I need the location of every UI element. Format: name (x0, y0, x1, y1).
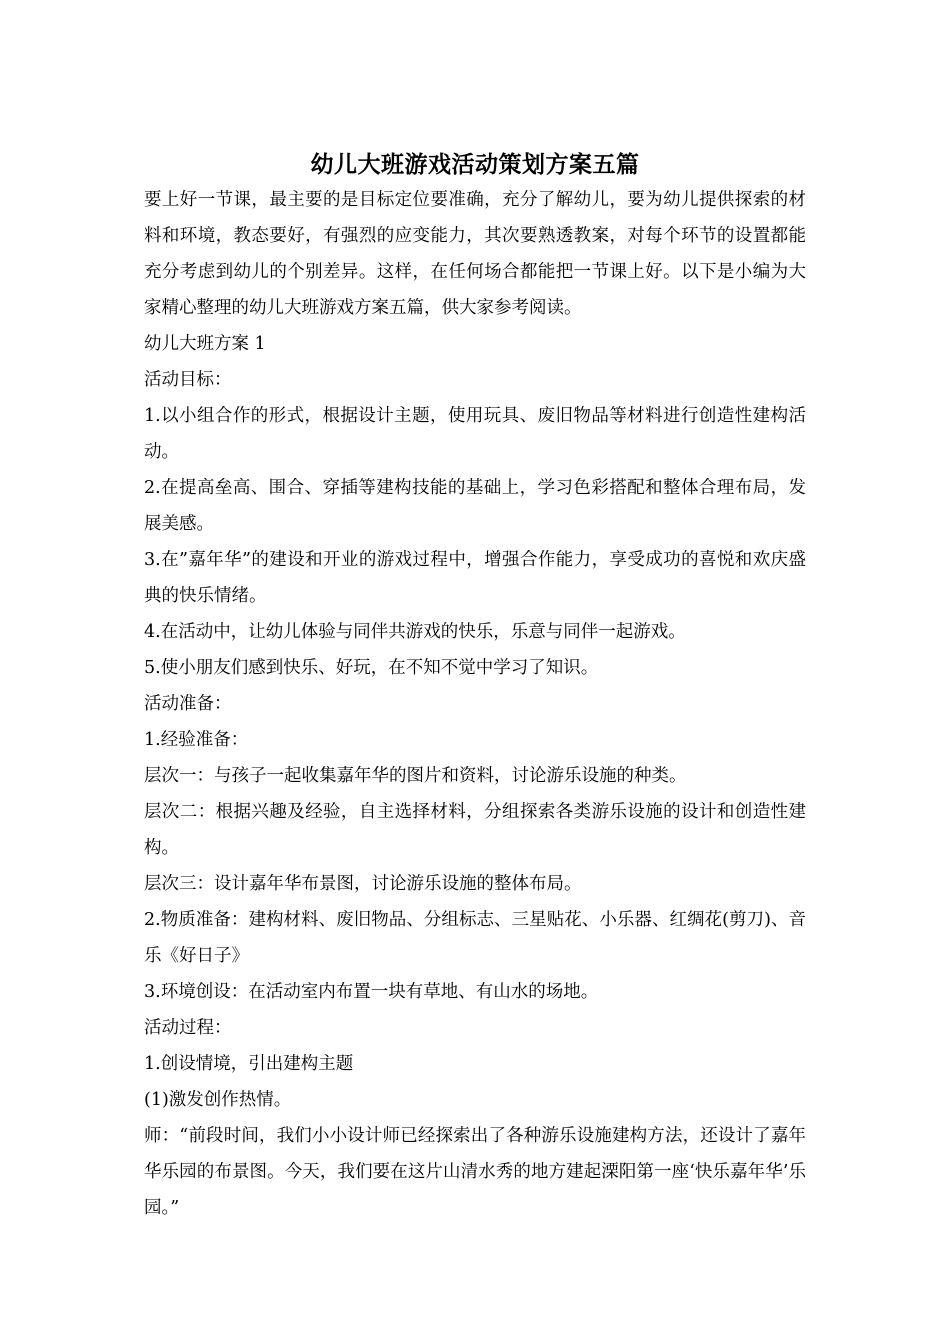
paragraph-goal-2: 2.在提高垒高、围合、穿插等建构技能的基础上，学习色彩搭配和整体合理布局，发展美感。 (144, 478, 806, 534)
document-body (144, 182, 806, 1226)
paragraph-prep-experience: 1.经验准备： (144, 730, 249, 750)
paragraph-goal-1: 1.以小组合作的形式，根据设计主题，使用玩具、废旧物品等材料进行创造性建构活动。 (144, 406, 806, 462)
paragraph-goal-5: 5.使小朋友们感到快乐、好玩，在不知不觉中学习了知识。 (144, 658, 599, 678)
paragraph-process-substep-1: (1)激发创作热情。 (144, 1090, 292, 1110)
paragraph-level-1: 层次一：与孩子一起收集嘉年华的图片和资料，讨论游乐设施的种类。 (144, 766, 687, 786)
paragraph-goals-heading: 活动目标： (144, 370, 232, 390)
paragraph-goal-3: 3.在”嘉年华”的建设和开业的游戏过程中，增强合作能力，享受成功的喜悦和欢庆盛典的快乐情绪。 (144, 550, 806, 606)
paragraph-level-2: 层次二：根据兴趣及经验，自主选择材料，分组探索各类游乐设施的设计和创造性建构。 (144, 802, 806, 858)
paragraph-plan-heading: 幼儿大班方案 1 (144, 334, 266, 354)
paragraph-prep-materials: 2.物质准备：建构材料、废旧物品、分组标志、三星贴花、小乐器、红绸花(剪刀)、音乐《好日子》 (144, 910, 806, 966)
document-title: 幼儿大班游戏活动策划方案五篇 (310, 151, 640, 179)
paragraph-goal-4: 4.在活动中，让幼儿体验与同伴共游戏的快乐，乐意与同伴一起游戏。 (144, 622, 686, 642)
paragraph-prep-environment: 3.环境创设：在活动室内布置一块有草地、有山水的场地。 (144, 982, 599, 1002)
paragraph-prep-heading: 活动准备： (144, 694, 232, 714)
paragraph-level-3: 层次三：设计嘉年华布景图，讨论游乐设施的整体布局。 (144, 874, 582, 894)
paragraph-process-heading: 活动过程： (144, 1018, 232, 1038)
paragraph-intro: 要上好一节课，最主要的是目标定位要准确，充分了解幼儿，要为幼儿提供探索的材料和环境，教态要好，有强烈的应变能力，其次要熟透教案，对每个环节的设置都能充分考虑到幼儿的个别差异。这样，在任何场合都能把一节课上好。以下是小编为大家精心整理的幼儿大班游戏方案五篇，供大家参考阅读。 (144, 190, 806, 318)
paragraph-process-step-1: 1.创设情境，引出建构主题 (144, 1054, 354, 1074)
paragraph-teacher-speech: 师：“前段时间，我们小小设计师已经探索出了各种游乐设施建构方法，还设计了嘉年华乐园的布景图。今天，我们要在这片山清水秀的地方建起溧阳第一座‘快乐嘉年华’乐园。” (144, 1126, 806, 1218)
